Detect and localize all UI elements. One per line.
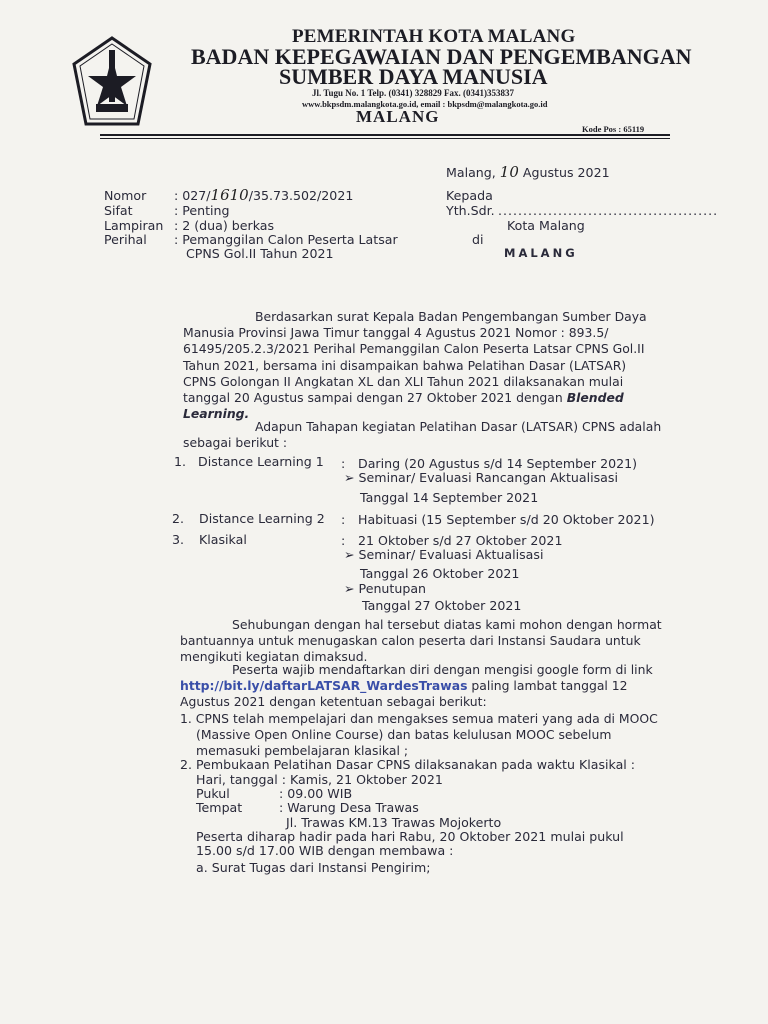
p2-line: Adapun Tahapan kegiatan Pelatihan Dasar (LATSAR) CPNS adalah	[255, 419, 662, 434]
schedule-detail: Habituasi (15 September s/d 20 Oktober 2021)	[358, 512, 655, 527]
c2-peserta-2: 15.00 s/d 17.00 WIB dengan membawa :	[196, 843, 454, 858]
city-emblem-icon	[70, 34, 154, 130]
sub-item: ➢ Seminar/ Evaluasi Aktualisasi	[344, 547, 544, 562]
c2-item-a: a. Surat Tugas dari Instansi Pengirim;	[196, 860, 431, 875]
sub-item: ➢ Seminar/ Evaluasi Rancangan Aktualisasi	[344, 470, 618, 485]
paragraph-4	[180, 662, 653, 711]
date-day-handwritten: 10	[499, 163, 519, 181]
p4-line: Agustus 2021 dengan ketentuan sebagai berikut:	[180, 694, 487, 710]
sifat-value: : Penting	[174, 203, 230, 218]
date-prefix: Malang,	[446, 165, 496, 180]
p1-learning: Learning.	[183, 406, 250, 422]
p1-line	[183, 390, 645, 406]
p3-line: mengikuti kegiatan dimaksud.	[180, 649, 368, 665]
nomor-handwritten: 1610	[210, 186, 249, 204]
p1-line: Berdasarkan surat Kepala Badan Pengembangan Sumber Daya	[255, 309, 647, 324]
sifat-label: Sifat	[104, 203, 133, 218]
recipient-place: MALANG	[504, 246, 578, 260]
nomor-rest: /35.73.502/2021	[248, 188, 354, 203]
p3-line: Sehubungan dengan hal tersebut diatas kami mohon dengan hormat	[232, 617, 662, 632]
c2-pukul: : 09.00 WIB	[279, 786, 353, 801]
schedule-name: Distance Learning 2	[199, 511, 325, 526]
p1-line: Tahun 2021, bersama ini disampaikan bahwa Pelatihan Dasar (LATSAR)	[183, 357, 627, 373]
c2-tempat: : Warung Desa Trawas	[279, 800, 419, 815]
schedule-name: Klasikal	[199, 532, 247, 547]
schedule-detail: 21 Oktober s/d 27 Oktober 2021	[358, 533, 563, 548]
p4-line2-rest: paling lambat tanggal 12	[467, 678, 628, 694]
p1-line: 61495/205.2.3/2021 Perihal Pemanggilan Calon Peserta Latsar CPNS Gol.II	[183, 341, 645, 357]
sub-date: Tanggal 26 Oktober 2021	[360, 566, 520, 581]
p2-line: sebagai berikut :	[183, 435, 288, 451]
schedule-num: 3.	[172, 532, 185, 547]
p4-line: Peserta wajib mendaftarkan diri dengan mengisi google form di link	[232, 662, 653, 677]
p1-line: Manusia Provinsi Jawa Timur tanggal 4 Agustus 2021 Nomor : 893.5/	[183, 325, 609, 341]
nomor-prefix: : 027/	[174, 188, 211, 203]
p1-blended: Blended	[566, 389, 624, 405]
schedule-num: 2.	[172, 511, 185, 526]
letterhead-city: MALANG	[356, 107, 440, 126]
condition-1	[180, 711, 658, 760]
date-rest: Agustus 2021	[522, 165, 610, 180]
p4-line	[180, 678, 644, 694]
c2-hari: Hari, tanggal : Kamis, 21 Oktober 2021	[196, 772, 443, 787]
c2-peserta-1: Peserta diharap hadir pada hari Rabu, 20 Oktober 2021 mulai pukul	[196, 829, 624, 844]
schedule-colon: :	[341, 533, 346, 548]
letterhead-line-3: SUMBER DAYA MANUSIA	[279, 64, 548, 89]
letterhead-line-2: BADAN KEPEGAWAIAN DAN PENGEMBANGAN	[191, 44, 692, 69]
c2-line-1: 2. Pembukaan Pelatihan Dasar CPNS dilaksanakan pada waktu Klasikal :	[180, 757, 636, 772]
google-form-link[interactable]: http://bit.ly/daftarLATSAR_WardesTrawas	[180, 678, 468, 694]
nomor-label: Nomor	[104, 188, 147, 203]
recipient-yth: Yth.Sdr.	[446, 203, 495, 218]
paragraph-2	[183, 419, 662, 451]
schedule-colon: :	[341, 456, 346, 471]
p1-line: CPNS Golongan II Angkatan XL dan XLI Tahun 2021 dilaksanakan mulai	[183, 373, 624, 389]
perihal-line-2: CPNS Gol.II Tahun 2021	[186, 246, 334, 261]
recipient-kota: Kota Malang	[507, 218, 585, 233]
c2-alamat: Jl. Trawas KM.13 Trawas Mojokerto	[286, 815, 502, 830]
perihal-line-1: : Pemanggilan Calon Peserta Latsar	[174, 232, 398, 247]
schedule-num: 1.	[174, 454, 187, 469]
lampiran-value: : 2 (dua) berkas	[174, 218, 275, 233]
sub-date: Tanggal 14 September 2021	[360, 490, 539, 505]
schedule-colon: :	[341, 512, 346, 527]
perihal-label: Perihal	[104, 232, 147, 247]
letterhead-rule-thin	[100, 138, 670, 139]
lampiran-label: Lampiran	[104, 218, 164, 233]
c1-line: 1. CPNS telah mempelajari dan mengakses semua materi yang ada di MOOC	[180, 711, 658, 726]
letterhead-rule-thick	[100, 134, 670, 136]
c2-pukul-label: Pukul	[196, 786, 230, 801]
recipient-dots: ............................................	[498, 203, 719, 218]
c1-line: memasuki pembelajaran klasikal ;	[196, 743, 409, 759]
p3-line: bantuannya untuk menugaskan calon peserta dari Instansi Saudara untuk	[180, 633, 641, 649]
nomor-value	[174, 186, 353, 204]
letterhead-web: www.bkpsdm.malangkota.go.id, email : bkpsdm@malangkota.go.id	[302, 99, 548, 109]
p1-last-text: tanggal 20 Agustus sampai dengan 27 Oktober 2021 dengan	[183, 389, 563, 405]
letterhead-address: Jl. Tugu No. 1 Telp. (0341) 328829 Fax. (0341)353837	[312, 88, 515, 98]
sub-date: Tanggal 27 Oktober 2021	[362, 598, 522, 613]
schedule-name: Distance Learning 1	[198, 454, 324, 469]
c2-tempat-label: Tempat	[196, 800, 243, 815]
c1-line: (Massive Open Online Course) dan batas kelulusan MOOC sebelum	[196, 727, 612, 743]
paragraph-3	[180, 617, 662, 666]
paragraph-1	[183, 309, 645, 422]
kode-pos: Kode Pos : 65119	[582, 124, 645, 134]
letterhead-line-1: PEMERINTAH KOTA MALANG	[292, 26, 576, 47]
recipient-kepada: Kepada	[446, 188, 493, 203]
schedule-detail: Daring (20 Agustus s/d 14 September 2021)	[358, 456, 638, 471]
letter-date	[446, 163, 610, 181]
sub-item: ➢ Penutupan	[344, 581, 427, 596]
recipient-di: di	[472, 232, 484, 247]
